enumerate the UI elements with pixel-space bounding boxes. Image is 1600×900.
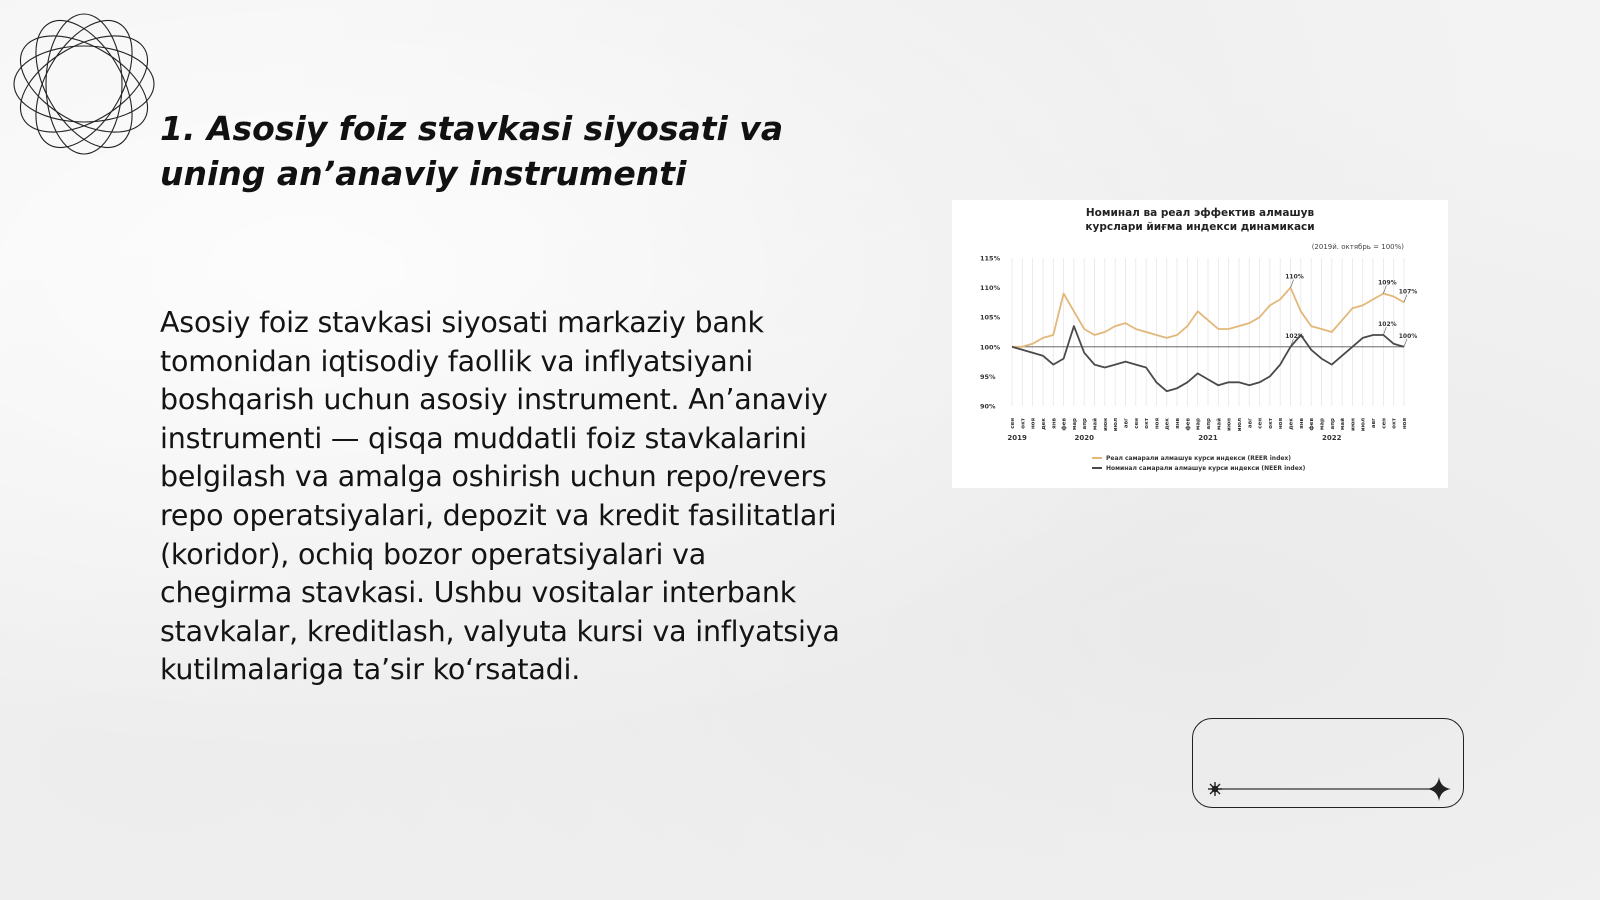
data-label-leader xyxy=(1383,327,1386,335)
data-label-leader xyxy=(1404,294,1407,302)
x-tick-label: ноя xyxy=(1154,418,1161,430)
y-tick-label: 100% xyxy=(980,343,1001,352)
x-tick-label: май xyxy=(1340,418,1347,431)
data-label: 109% xyxy=(1378,279,1397,287)
timeline-decoration xyxy=(1192,718,1464,808)
x-tick-label: окт xyxy=(1144,418,1151,429)
legend-entry: Реал самарали алмашув курси индекси (REER index) xyxy=(1106,455,1292,462)
y-tick-label: 105% xyxy=(980,313,1001,322)
chart-title-line-1: Номинал ва реал эффектив алмашув xyxy=(1085,207,1315,219)
x-tick-label: авг xyxy=(1371,418,1378,429)
data-label: 102% xyxy=(1285,332,1304,340)
data-label-leader xyxy=(1291,280,1294,288)
x-tick-label: янв xyxy=(1175,418,1182,429)
orbit-ornament-icon xyxy=(10,10,158,158)
x-tick-label: мар xyxy=(1319,418,1326,431)
x-tick-label: авг xyxy=(1247,418,1254,429)
sun-icon xyxy=(1208,782,1222,796)
x-tick-label: янв xyxy=(1298,418,1305,429)
data-label: 110% xyxy=(1285,273,1304,281)
sparkle-icon xyxy=(1427,777,1451,801)
year-label: 2019 xyxy=(1007,434,1027,442)
x-tick-label: июн xyxy=(1350,418,1357,432)
x-tick-label: фев xyxy=(1061,418,1068,431)
x-tick-label: апр xyxy=(1329,418,1336,430)
y-tick-label: 95% xyxy=(980,372,996,381)
y-tick-label: 90% xyxy=(980,402,996,411)
chart-title-line-2: курслари йиғма индекси динамикаси xyxy=(1085,221,1315,233)
x-tick-label: сен xyxy=(1010,418,1016,429)
x-tick-label: сен xyxy=(1257,418,1264,429)
data-label: 107% xyxy=(1398,288,1418,296)
x-tick-label: май xyxy=(1092,418,1099,431)
x-tick-label: ноя xyxy=(1030,418,1037,430)
data-label-leader xyxy=(1383,286,1386,294)
timeline-svg xyxy=(1193,719,1465,809)
x-tick-label: сен xyxy=(1133,418,1140,429)
x-tick-label: дек xyxy=(1164,418,1171,430)
x-tick-label: фев xyxy=(1185,418,1192,431)
x-tick-label: окт xyxy=(1267,418,1274,429)
year-label: 2020 xyxy=(1074,434,1094,442)
data-label: 102% xyxy=(1378,320,1397,328)
x-tick-label: апр xyxy=(1206,418,1212,430)
x-tick-label: июн xyxy=(1226,418,1233,432)
slide-title: 1. Asosiy foiz stavkasi siyosati va uning an’anaviy instrumenti xyxy=(160,109,784,193)
exchange-rate-chart xyxy=(952,200,1448,488)
x-tick-label: мар xyxy=(1195,418,1202,431)
x-tick-label: авг xyxy=(1123,418,1130,429)
chart-subtitle: (2019й. октябрь = 100%) xyxy=(1311,243,1404,251)
x-tick-label: май xyxy=(1216,418,1223,431)
x-tick-label: сен xyxy=(1381,418,1388,429)
x-tick-label: апр xyxy=(1082,418,1089,430)
year-label: 2021 xyxy=(1198,434,1218,442)
year-label: 2022 xyxy=(1322,434,1342,442)
data-label: 100% xyxy=(1398,332,1418,340)
data-label-leader xyxy=(1404,339,1407,347)
legend-entry: Номинал самарали алмашув курси индекси (NEER index) xyxy=(1106,465,1306,472)
x-tick-label: фев xyxy=(1309,418,1316,431)
x-tick-label: июл xyxy=(1236,418,1243,432)
y-tick-label: 115% xyxy=(980,254,1001,263)
x-tick-label: июн xyxy=(1102,418,1109,432)
slide-body-text: Asosiy foiz stavkasi siyosati markaziy bank tomonidan iqtisodiy faollik va inflyatsiyani boshqarish uchun asosiy instrument. An’anaviy instrumenti — qisqa muddatli foiz stavkalarini belgilash va amalga oshirish uchun repo/revers repo operatsiyalari, depozit va kredit fasilitatlari (koridor), ochiq bozor operatsiyalari va chegirma stavkasi. Ushbu vositalar interbank stavkalar, kreditlash, valyuta kursi va inflyatsiya kutilmalariga ta’sir ko‘rsatadi. xyxy=(160,306,840,687)
x-tick-label: янв xyxy=(1051,418,1058,429)
x-tick-label: ноя xyxy=(1278,418,1285,430)
x-tick-label: дек xyxy=(1288,418,1295,430)
chart-svg xyxy=(952,200,1448,488)
x-tick-label: мар xyxy=(1071,418,1078,431)
x-tick-label: окт xyxy=(1020,418,1027,429)
x-tick-label: ноя xyxy=(1402,418,1408,430)
x-tick-label: окт xyxy=(1391,418,1398,429)
y-tick-label: 110% xyxy=(980,284,1001,293)
x-tick-label: июл xyxy=(1113,418,1120,432)
x-tick-label: дек xyxy=(1040,418,1047,430)
x-tick-label: июл xyxy=(1360,418,1367,432)
